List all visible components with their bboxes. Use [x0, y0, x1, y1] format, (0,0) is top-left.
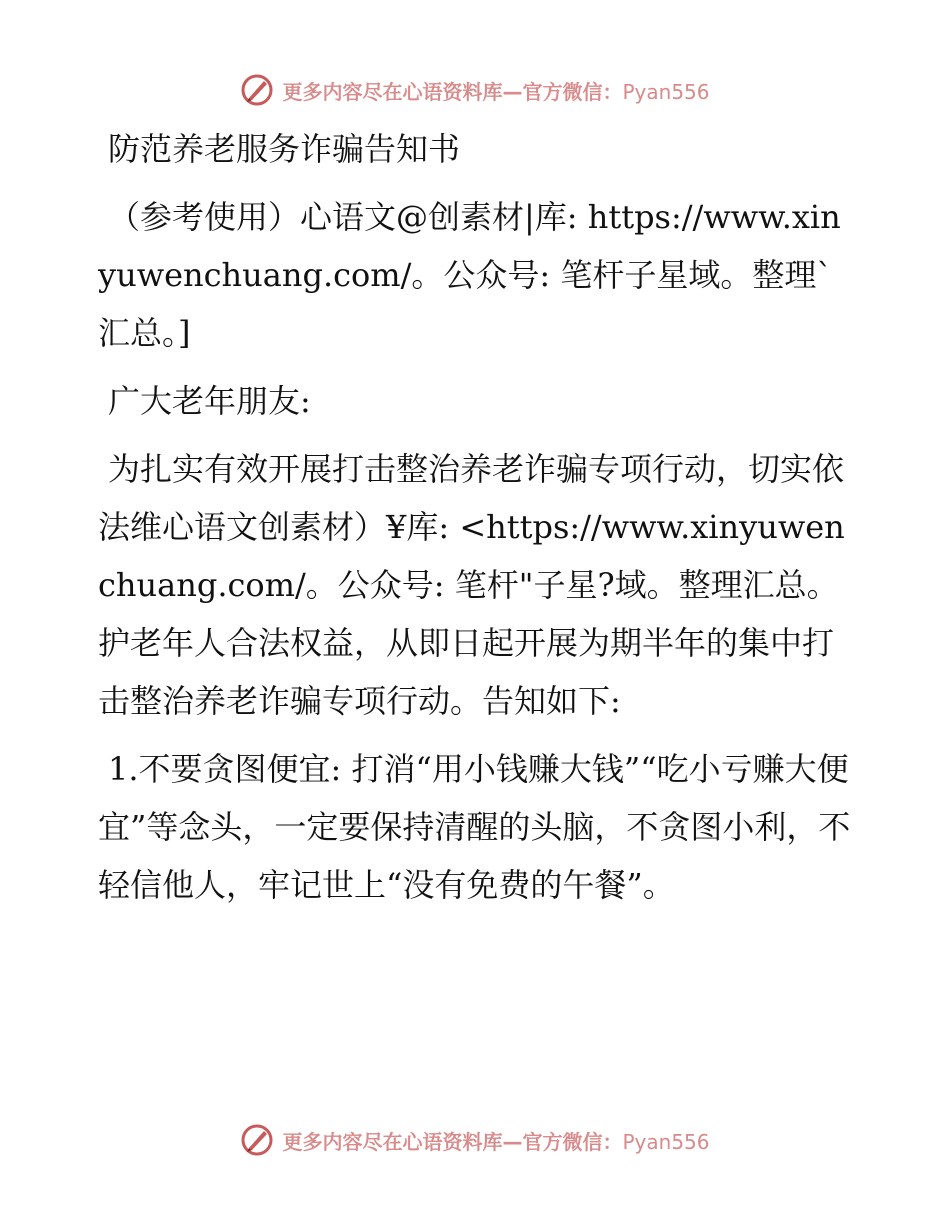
footer-watermark — [0, 1120, 950, 1160]
watermark-label: 更多内容尽在心语资料库—官方微信： — [282, 1129, 623, 1154]
watermark-label: 更多内容尽在心语资料库—官方微信： — [282, 79, 623, 104]
reference-note: （参考使用）心语文@创素材|库: https://www.xinyuwenchuang.com/。公众号: 笔杆子星域。整理`汇总。] — [98, 198, 841, 352]
watermark-handle: Pyan556 — [622, 79, 710, 104]
header-watermark — [0, 70, 950, 110]
watermark-handle: Pyan556 — [622, 1129, 710, 1154]
quill-logo-icon — [240, 1123, 274, 1157]
document-title: 防范养老服务诈骗告知书 — [108, 130, 461, 168]
document-body — [98, 120, 858, 914]
greeting: 广大老年朋友: — [108, 382, 311, 420]
watermark-text — [282, 76, 709, 105]
notice-item-1: 1.不要贪图便宜: 打消“用小钱赚大钱”“吃小亏赚大便宜”等念头，一定要保持清醒的头脑，不贪图小利，不轻信他人，牢记世上“没有免费的午餐”。 — [98, 750, 851, 904]
intro-paragraph: 为扎实有效开展打击整治养老诈骗专项行动，切实依法维心语文创素材）¥库: <https://www.xinyuwenchuang.com/。公众号: 笔杆"子星?域。整理汇总。护老年人合法权益，从即日起开展为期半年的集中打击整治养老诈骗专项行动。告知如下: — [98, 450, 845, 720]
quill-logo-icon — [240, 73, 274, 107]
watermark-text — [282, 1126, 709, 1155]
